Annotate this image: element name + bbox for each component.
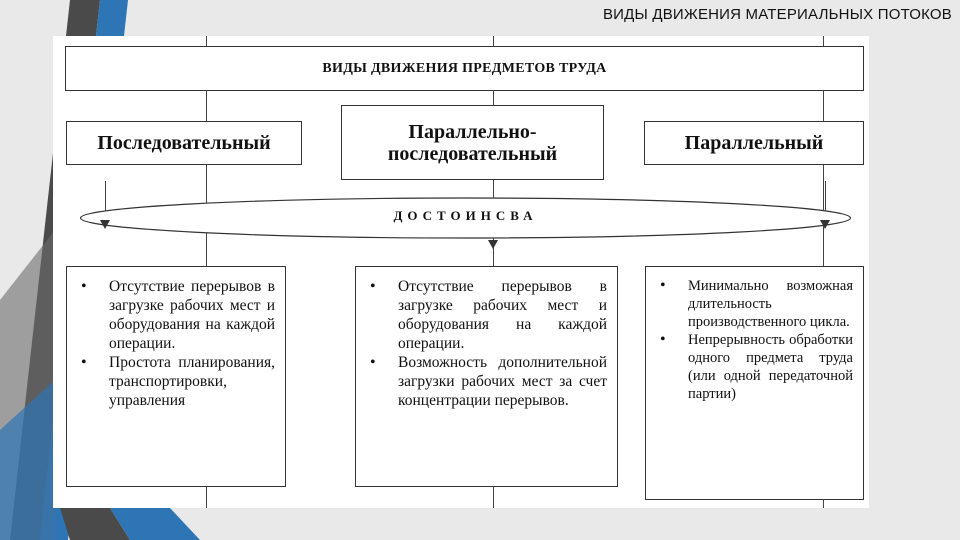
advantage-item: • Простота планирования, транспортировки, управления bbox=[79, 353, 275, 410]
type-box-parallel bbox=[644, 121, 864, 165]
advantage-item: • Непрерывность обработки одного предмета труда (или одной передаточной партии) bbox=[658, 331, 853, 403]
diagram bbox=[53, 36, 869, 508]
main-heading-box bbox=[65, 46, 864, 91]
advantage-item: • Отсутствие перерывов в загрузке рабочих мест и оборудования на каждой операции. bbox=[79, 277, 275, 353]
advantages-box-sequential bbox=[66, 266, 286, 487]
arrow-down-icon bbox=[488, 240, 498, 249]
advantage-item: • Отсутствие перерывов в загрузке рабочих мест и оборудования на каждой операции. bbox=[368, 277, 607, 353]
type-label: Последовательный bbox=[97, 132, 271, 154]
main-heading: ВИДЫ ДВИЖЕНИЯ ПРЕДМЕТОВ ТРУДА bbox=[322, 60, 607, 76]
type-label: Параллельный bbox=[684, 132, 824, 154]
advantage-item: • Минимально возможная длительность производственного цикла. bbox=[658, 277, 853, 331]
advantages-box-parallel bbox=[645, 266, 864, 500]
type-box-sequential bbox=[66, 121, 302, 165]
advantages-box-parallel-sequential bbox=[355, 266, 618, 487]
arrow-down-icon bbox=[820, 220, 830, 229]
slide-title: ВИДЫ ДВИЖЕНИЯ МАТЕРИАЛЬНЫХ ПОТОКОВ bbox=[602, 6, 952, 23]
arrow-down-icon bbox=[100, 220, 110, 229]
type-box-parallel-sequential bbox=[341, 105, 604, 180]
advantage-item: • Возможность дополнительной загрузки рабочих мест за счет концентрации перерывов. bbox=[368, 353, 607, 410]
advantages-label: ДОСТОИНСВА bbox=[393, 208, 538, 223]
type-label: Параллельно-последовательный bbox=[387, 120, 558, 165]
